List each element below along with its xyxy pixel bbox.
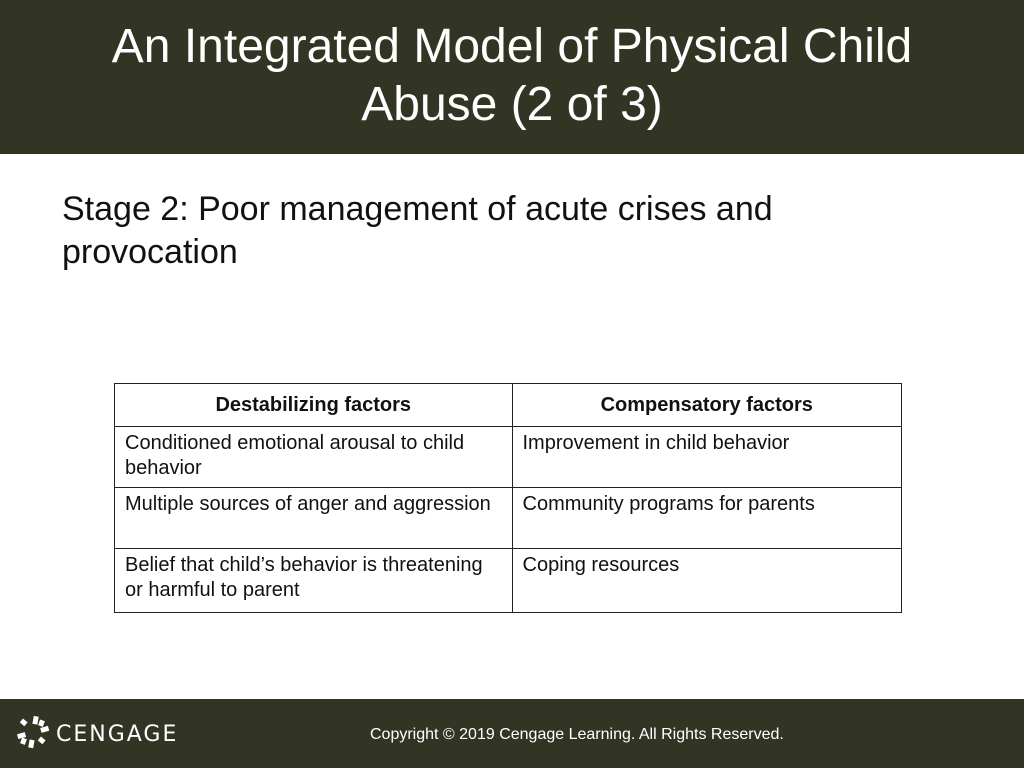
copyright-text: Copyright © 2019 Cengage Learning. All Rights Reserved. <box>370 726 784 743</box>
slide-title: An Integrated Model of Physical Child Abuse (2 of 3) <box>111 19 913 131</box>
logo-text: CENGAGE <box>56 721 179 747</box>
footer-bar <box>0 699 1024 768</box>
cengage-starburst-icon <box>16 715 50 754</box>
table-cell: Conditioned emotional arousal to child behavior <box>115 427 513 488</box>
table-row <box>115 427 902 488</box>
header-bar <box>0 0 1024 154</box>
header-destabilizing: Destabilizing factors <box>115 384 513 427</box>
table-cell: Improvement in child behavior <box>512 427 902 488</box>
table-row <box>115 549 902 613</box>
table-header-row <box>115 384 902 427</box>
header-compensatory: Compensatory factors <box>512 384 902 427</box>
table-cell: Coping resources <box>512 549 902 613</box>
table-cell: Multiple sources of anger and aggression <box>115 488 513 549</box>
slide-subtitle: Stage 2: Poor management of acute crises and provocation <box>62 190 773 271</box>
table-cell: Community programs for parents <box>512 488 902 549</box>
cengage-logo <box>16 717 178 751</box>
table-cell: Belief that child’s behavior is threatening or harmful to parent <box>115 549 513 613</box>
table-row <box>115 488 902 549</box>
factors-table <box>114 383 902 613</box>
